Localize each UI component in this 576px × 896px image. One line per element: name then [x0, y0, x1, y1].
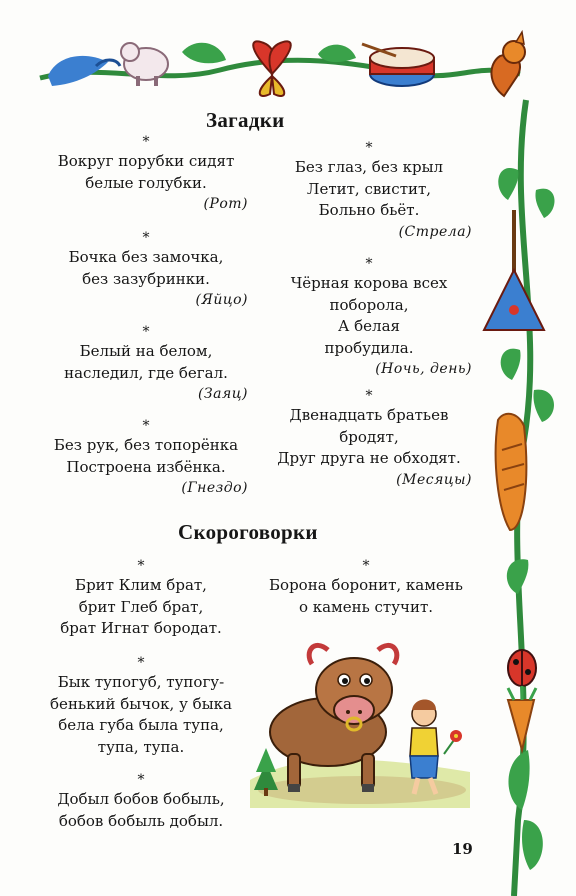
asterisk: *	[137, 655, 145, 671]
twister-line: бела губа была тупа,	[58, 716, 224, 734]
riddle-line: Бочка без замочка,	[68, 248, 224, 266]
riddle-line: белые голубки.	[85, 173, 207, 192]
asterisk: *	[137, 558, 145, 574]
twister-line: Брит Клим брат,	[75, 576, 207, 594]
asterisk: *	[365, 140, 373, 156]
riddle-line: бродят,	[339, 427, 399, 446]
riddle-block	[266, 140, 472, 243]
riddle-answer: (Заяц)	[197, 386, 248, 402]
riddle-line: А белая	[338, 317, 400, 335]
riddle-answer: (Яйцо)	[195, 292, 248, 308]
riddle-line: поборола,	[329, 295, 409, 314]
riddle-line: Без рук, без топорёнка	[53, 436, 239, 454]
riddles-heading: Загадки	[206, 108, 285, 132]
twister-line: Добыл бобов бобыль,	[57, 790, 225, 808]
twister-block	[256, 558, 476, 618]
riddle-line: Белый на белом,	[79, 342, 213, 360]
riddle-block	[44, 324, 248, 406]
asterisk: *	[142, 134, 150, 150]
asterisk: *	[365, 388, 373, 404]
riddle-line: Без глаз, без крыл	[294, 158, 444, 176]
asterisk: *	[142, 418, 150, 434]
right-ornament-border	[478, 60, 576, 896]
riddle-answer: (Ночь, день)	[375, 361, 472, 377]
riddle-answer: (Стрела)	[398, 223, 472, 240]
tongue-twisters-heading: Скороговорки	[178, 520, 318, 544]
asterisk: *	[137, 772, 145, 788]
asterisk: *	[142, 324, 150, 340]
twister-block	[44, 655, 238, 758]
twister-line: о камень стучит.	[298, 597, 434, 616]
riddle-line: Построена избёнка.	[66, 457, 226, 476]
riddle-answer: (Рот)	[203, 196, 248, 212]
bull-and-boy-illustration	[244, 630, 474, 808]
riddle-line: Вокруг порубки сидят	[57, 152, 235, 170]
riddle-line: Двенадцать братьев	[289, 406, 449, 424]
twister-line: Борона боронит, камень	[269, 576, 463, 594]
riddle-line: Больно бьёт.	[318, 201, 420, 219]
bread-icon	[496, 414, 527, 530]
riddle-block	[44, 230, 248, 312]
tree-icon	[254, 748, 278, 796]
sheep-icon	[121, 43, 168, 86]
riddle-line: Летит, свистит,	[306, 179, 432, 198]
twister-block	[44, 772, 238, 832]
twister-block	[44, 558, 238, 640]
butterfly-icon	[253, 41, 291, 96]
riddle-line: наследил, где бегал.	[64, 363, 228, 382]
twister-line: Бык тупогуб, тупогу-	[57, 673, 225, 691]
riddle-line: Чёрная корова всех	[290, 274, 448, 292]
asterisk: *	[365, 256, 373, 272]
riddle-line: пробудила.	[324, 338, 414, 357]
twister-line: брат Игнат бородат.	[60, 619, 222, 637]
ladybug-icon	[508, 650, 536, 686]
balalaika-icon	[484, 210, 544, 330]
riddle-block	[44, 418, 248, 500]
riddle-answer: (Гнездо)	[181, 480, 248, 496]
asterisk: *	[362, 558, 370, 574]
riddle-line: без зазубринки.	[82, 269, 210, 288]
riddle-block	[266, 256, 472, 381]
riddle-block	[44, 134, 248, 216]
riddle-answer: (Месяцы)	[396, 471, 472, 488]
riddle-line: Друг друга не обходят.	[277, 449, 461, 467]
drum-icon	[362, 44, 434, 86]
twister-line: брит Глеб брат,	[78, 597, 204, 616]
page-number: 19	[452, 840, 473, 858]
twister-line: бобов бобыль добыл.	[58, 811, 224, 830]
twister-line: бенький бычок, у быка	[50, 694, 232, 713]
twister-line: тупа, тупа.	[97, 737, 185, 756]
flower-icon	[444, 730, 462, 754]
riddle-block	[266, 388, 472, 491]
carrot-icon	[508, 686, 536, 750]
asterisk: *	[142, 230, 150, 246]
